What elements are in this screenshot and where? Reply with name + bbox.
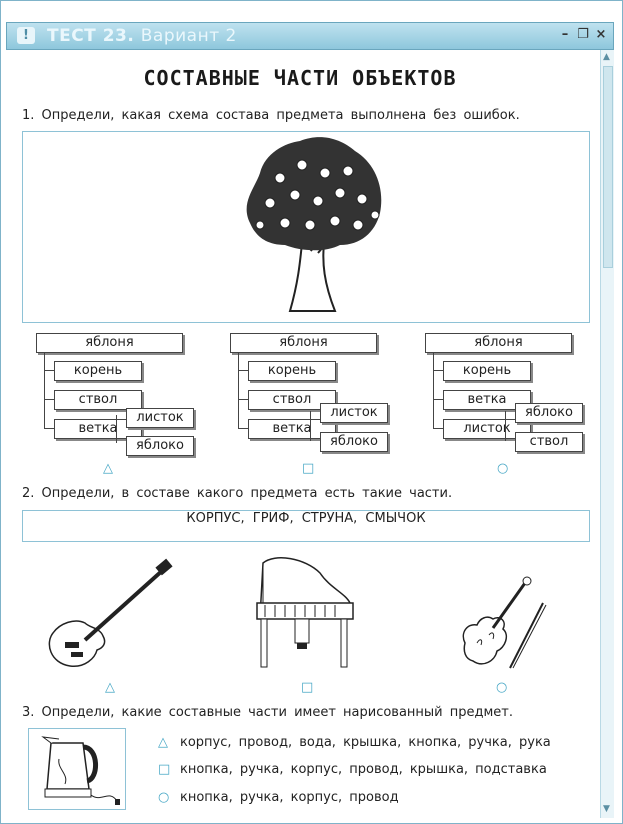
circle-icon: ○ — [158, 790, 170, 805]
connector — [44, 428, 54, 429]
question-2: 2. Определи, в составе какого предмета есть такие части. — [22, 486, 453, 501]
scheme-subitem: яблоко — [126, 436, 194, 456]
electric-kettle-picture — [29, 729, 125, 809]
window-titlebar — [6, 22, 614, 50]
scheme-option-triangle — [36, 333, 216, 476]
scheme-item: корень — [248, 361, 336, 381]
scheme-item: ствол — [54, 390, 142, 410]
connector — [238, 399, 248, 400]
scheme-option-circle — [425, 333, 605, 476]
scheme-root: яблоня — [36, 333, 183, 353]
connector — [433, 428, 443, 429]
square-icon: □ — [158, 762, 171, 777]
scheme-subitem: яблоко — [320, 432, 388, 452]
connector — [433, 370, 443, 371]
option-text: кнопка, ручка, корпус, провод, крышка, подставка — [180, 762, 547, 777]
connector — [238, 428, 248, 429]
connector — [433, 352, 434, 428]
answer-triangle-icon[interactable]: △ — [103, 461, 113, 476]
answer-square-icon[interactable]: □ — [301, 680, 314, 695]
test-number: ТЕСТ 23. — [47, 26, 135, 46]
answer-option-triangle[interactable] — [158, 735, 551, 750]
info-icon[interactable]: ! — [17, 27, 35, 44]
minimize-button[interactable]: – — [561, 27, 569, 42]
connector — [310, 411, 311, 441]
parts-list-box: КОРПУС, ГРИФ, СТРУНА, СМЫЧОК — [22, 510, 590, 542]
connector — [44, 399, 54, 400]
answer-circle-icon[interactable]: ○ — [497, 461, 509, 476]
triangle-icon: △ — [158, 735, 168, 750]
kettle-picture-frame — [28, 728, 126, 810]
answer-option-circle[interactable] — [158, 790, 399, 805]
apple-tree-picture — [240, 133, 390, 318]
option-text: кнопка, ручка, корпус, провод — [180, 790, 399, 805]
close-button[interactable]: × — [595, 27, 607, 42]
window-title — [47, 26, 237, 46]
page-title: СОСТАВНЫЕ ЧАСТИ ОБЪЕКТОВ — [143, 66, 457, 90]
scheme-subitem: листок — [126, 408, 194, 428]
connector — [238, 370, 248, 371]
question-3: 3. Определи, какие составные части имеет нарисованный предмет. — [22, 705, 514, 720]
scheme-item: ветка — [443, 390, 531, 410]
restore-button[interactable]: ❐ — [577, 27, 589, 42]
question-1: 1. Определи, какая схема состава предмета выполнена без ошибок. — [22, 108, 520, 123]
scheme-subitem: яблоко — [515, 403, 583, 423]
scheme-item: листок — [443, 419, 531, 439]
scheme-item: корень — [54, 361, 142, 381]
variant-label: Вариант 2 — [140, 26, 237, 46]
answer-option-square[interactable] — [158, 762, 547, 777]
scheme-subitem: ствол — [515, 432, 583, 452]
scheme-item: ветка — [248, 419, 336, 439]
connector — [505, 411, 506, 441]
answer-triangle-icon[interactable]: △ — [105, 680, 115, 695]
connector — [44, 370, 54, 371]
scheme-option-square — [230, 333, 410, 476]
grand-piano-picture — [245, 553, 365, 678]
scheme-root: яблоня — [425, 333, 572, 353]
scheme-item: корень — [443, 361, 531, 381]
scheme-subitem: листок — [320, 403, 388, 423]
scheme-root: яблоня — [230, 333, 377, 353]
connector — [44, 352, 45, 428]
connector — [238, 352, 239, 428]
scheme-item: ветка — [54, 419, 142, 439]
option-text: корпус, провод, вода, крышка, кнопка, ручка, рука — [180, 735, 551, 750]
answer-square-icon[interactable]: □ — [302, 461, 315, 476]
scroll-thumb[interactable] — [603, 66, 613, 268]
electric-guitar-picture — [45, 558, 175, 673]
answer-circle-icon[interactable]: ○ — [496, 680, 508, 695]
connector — [433, 399, 443, 400]
scroll-down-icon[interactable]: ▼ — [603, 804, 610, 814]
connector — [116, 415, 117, 443]
scroll-up-icon[interactable]: ▲ — [603, 52, 610, 62]
violin-picture — [455, 573, 550, 673]
scheme-item: ствол — [248, 390, 336, 410]
